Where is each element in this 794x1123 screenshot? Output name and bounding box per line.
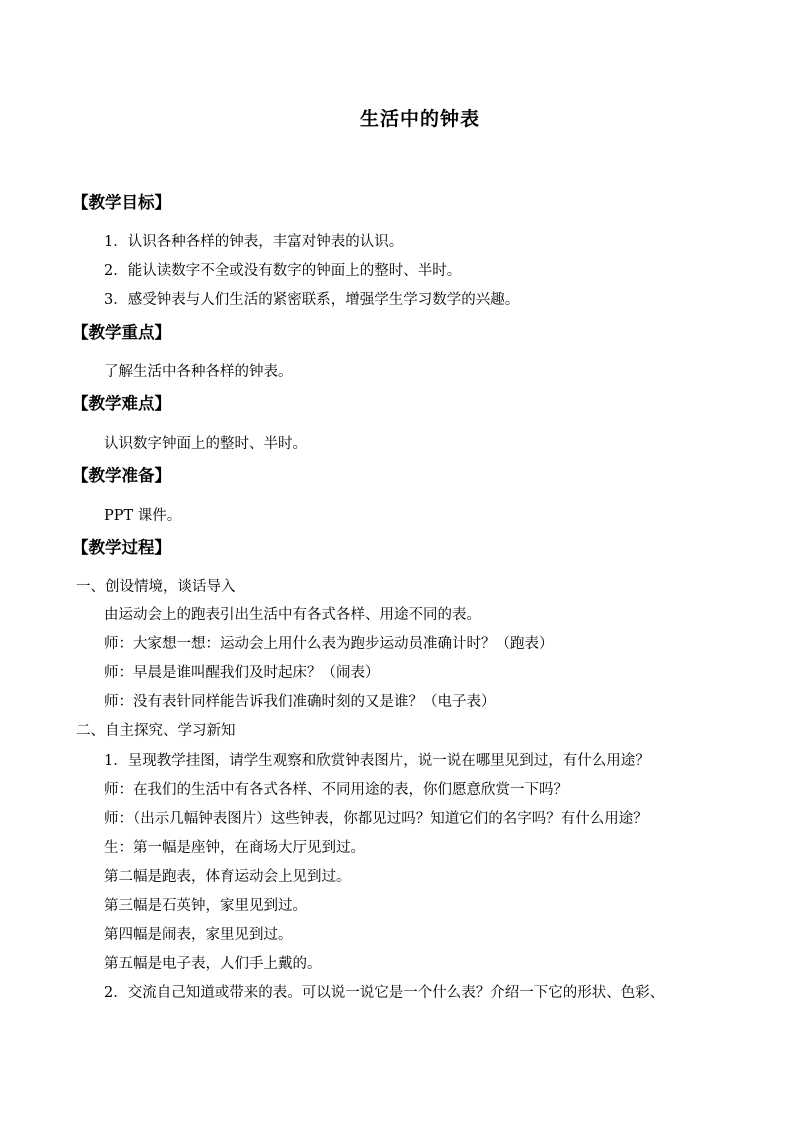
goal-item: 2．能认读数字不全或没有数字的钟面上的整时、半时。 xyxy=(104,263,462,279)
process-line: 第五幅是电子表，人们手上戴的。 xyxy=(104,956,322,972)
section-heading-key-points: 【教学重点】 xyxy=(72,323,171,342)
difficulties-text: 认识数字钟面上的整时、半时。 xyxy=(104,436,307,452)
process-line: 师：在我们的生活中有各式各样、不同用途的表，你们愿意欣赏一下吗？ xyxy=(104,782,568,798)
process-line: 师：早晨是谁叫醒我们及时起床？（闹表） xyxy=(104,665,380,681)
section-heading-goals: 【教学目标】 xyxy=(72,193,171,212)
process-line: 生：第一幅是座钟，在商场大厅见到过。 xyxy=(104,840,365,856)
process-line: 第三幅是石英钟，家里见到过。 xyxy=(104,898,307,914)
process-line: 由运动会上的跑表引出生活中有各式各样、用途不同的表。 xyxy=(104,607,481,623)
process-line: 师：没有表针同样能告诉我们准确时刻的又是谁？（电子表） xyxy=(104,694,496,710)
key-points-text: 了解生活中各种各样的钟表。 xyxy=(104,364,293,380)
section-heading-difficulties: 【教学难点】 xyxy=(72,394,171,413)
preparation-text: PPT 课件。 xyxy=(104,508,182,524)
goal-item: 3．感受钟表与人们生活的紧密联系，增强学生学习数学的兴趣。 xyxy=(104,292,520,308)
process-line: 2．交流自己知道或带来的表。可以说一说它是一个什么表？介绍一下它的形状、色彩、 xyxy=(104,985,665,1001)
process-line: 师：大家想一想：运动会上用什么表为跑步运动员准确计时？（跑表） xyxy=(104,636,554,652)
document-title: 生活中的钟表 xyxy=(359,108,480,130)
section-heading-process: 【教学过程】 xyxy=(72,538,171,557)
goal-item: 1．认识各种各样的钟表，丰富对钟表的认识。 xyxy=(104,234,404,250)
process-line: 1．呈现教学挂图，请学生观察和欣赏钟表图片，说一说在哪里见到过，有什么用途？ xyxy=(104,753,650,769)
process-part2-title: 二、自主探究、学习新知 xyxy=(76,723,236,739)
section-heading-preparation: 【教学准备】 xyxy=(72,466,171,485)
process-line: 第二幅是跑表，体育运动会上见到过。 xyxy=(104,869,351,885)
process-line: 第四幅是闹表，家里见到过。 xyxy=(104,927,293,943)
process-line: 师：（出示几幅钟表图片）这些钟表，你都见过吗？知道它们的名字吗？有什么用途？ xyxy=(104,811,648,827)
process-part1-title: 一、创设情境，谈话导入 xyxy=(76,579,236,595)
